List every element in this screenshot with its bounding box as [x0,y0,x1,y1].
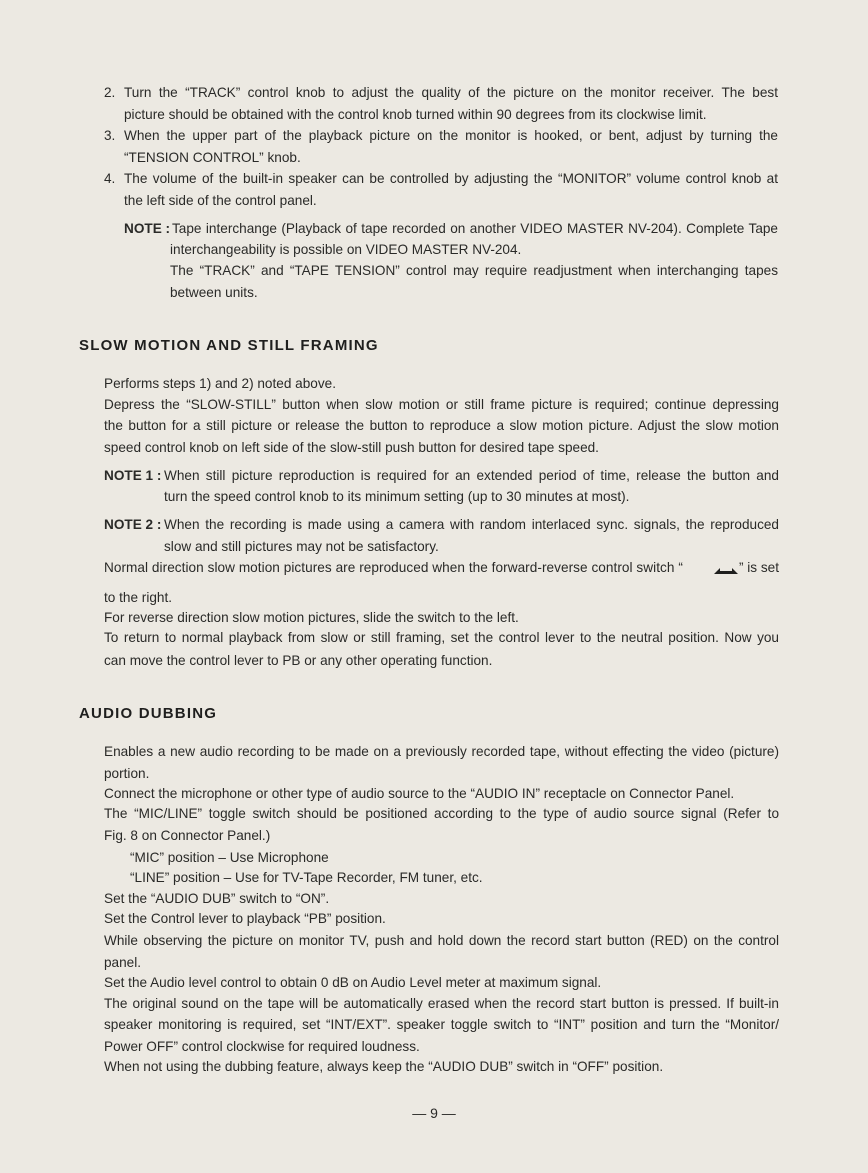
paragraph-line: “MIC” position – Use Microphone [130,850,329,865]
list-number: 2. [104,85,116,100]
paragraph-text: Normal direction slow motion pictures are reproduced when the forward-reverse control switch “ [104,560,683,575]
list-item-line: When the upper part of the playback picture on the monitor is hooked, or bent, adjust by turning the [124,128,778,143]
paragraph-line: Enables a new audio recording to be made on a previously recorded tape, without effecting the video (picture) [104,744,779,759]
paragraph-line: Set the Audio level control to obtain 0 dB on Audio Level meter at maximum signal. [104,975,602,990]
paragraph-line: can move the control lever to PB or any other operating function. [104,653,493,668]
list-item-line: Turn the “TRACK” control knob to adjust the quality of the picture on the monitor receiver. The best [124,85,778,100]
list-number: 4. [104,171,116,186]
paragraph-line: For reverse direction slow motion pictures, slide the switch to the left. [104,610,519,625]
section-heading-audio-dubbing: AUDIO DUBBING [79,705,218,722]
paragraph-line: When not using the dubbing feature, always keep the “AUDIO DUB” switch in “OFF” position. [104,1059,664,1074]
section-heading-slow-motion: SLOW MOTION AND STILL FRAMING [79,337,379,354]
note-line: between units. [170,285,258,300]
note-label: NOTE : [124,221,171,236]
paragraph-line: to the right. [104,590,173,605]
list-item-line: The volume of the built-in speaker can be controlled by adjusting the “MONITOR” volume control knob at [124,171,778,186]
paragraph-line: The “MIC/LINE” toggle switch should be positioned according to the type of audio source signal (Refer to [104,806,779,821]
list-item-line: the left side of the control panel. [124,193,317,208]
paragraph-line: speed control knob on left side of the slow-still push button for desired tape speed. [104,440,599,455]
forward-reverse-switch-icon [713,563,739,572]
list-item-line: picture should be obtained with the control knob turned within 90 degrees from its clockwise limit. [124,107,707,122]
paragraph-line: “LINE” position – Use for TV-Tape Recorder, FM tuner, etc. [130,870,483,885]
note-line: turn the speed control knob to its minimum setting (up to 30 minutes at most). [164,489,630,504]
note-line: slow and still pictures may not be satisfactory. [164,539,439,554]
paragraph-line: Depress the “SLOW-STILL” button when slow motion or still frame picture is required; continue depressing [104,397,779,412]
note-line: The “TRACK” and “TAPE TENSION” control may require readjustment when interchanging tapes [170,263,778,278]
paragraph-line: the button for a still picture or release the button to reproduce a slow motion picture. Adjust the slow motion [104,418,779,433]
paragraph-line: The original sound on the tape will be automatically erased when the record start button is pressed. If built-in [104,996,779,1011]
paragraph-line [104,560,779,575]
list-item-line: “TENSION CONTROL” knob. [124,150,301,165]
paragraph-line: panel. [104,955,142,970]
note-label: NOTE 1 : [104,468,162,483]
note-line: Tape interchange (Playback of tape recorded on another VIDEO MASTER NV-204). Complete Tape [172,221,778,236]
note-line: When still picture reproduction is required for an extended period of time, release the button and [164,468,779,483]
paragraph-line: Connect the microphone or other type of audio source to the “AUDIO IN” receptacle on Connector Panel. [104,786,735,801]
paragraph-line: speaker monitoring is required, set “INT/EXT”. speaker toggle switch to “INT” position and turn the “Monitor/ [104,1017,779,1032]
paragraph-line: To return to normal playback from slow or still framing, set the control lever to the neutral position. Now you [104,630,779,645]
note-label: NOTE 2 : [104,517,162,532]
paragraph-line: Fig. 8 on Connector Panel.) [104,828,271,843]
note-line: When the recording is made using a camera with random interlaced sync. signals, the reproduced [164,517,779,532]
paragraph-line: Set the “AUDIO DUB” switch to “ON”. [104,891,330,906]
paragraph-line: Set the Control lever to playback “PB” position. [104,911,386,926]
list-number: 3. [104,128,116,143]
page-number: — 9 — [412,1105,456,1121]
paragraph-line: Power OFF” control clockwise for required loudness. [104,1039,420,1054]
paragraph-line: While observing the picture on monitor TV, push and hold down the record start button (RED) on the control [104,933,779,948]
paragraph-text: ” is set [738,560,779,575]
paragraph-line: Performs steps 1) and 2) noted above. [104,376,336,391]
paragraph-line: portion. [104,766,150,781]
note-line: interchangeability is possible on VIDEO MASTER NV-204. [170,242,522,257]
